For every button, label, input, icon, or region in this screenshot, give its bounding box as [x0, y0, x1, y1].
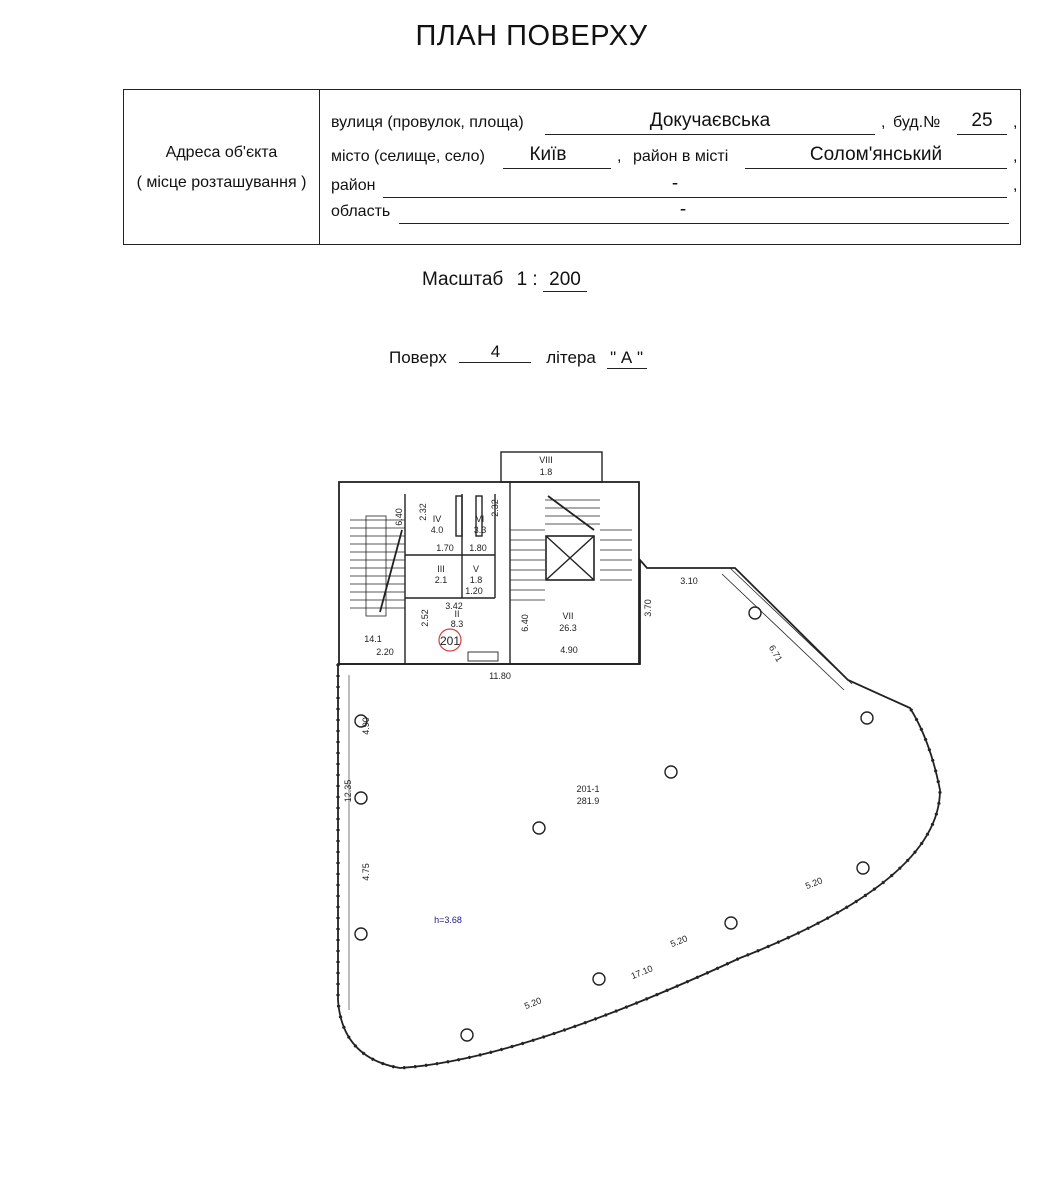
column — [593, 973, 605, 985]
column — [861, 712, 873, 724]
dim-label: 1.70 — [436, 543, 454, 553]
room-vii-area: 26.3 — [559, 623, 577, 633]
dim-label: 2.32 — [418, 503, 428, 521]
district-value: - — [671, 173, 679, 194]
room-viii-area: 1.8 — [539, 467, 553, 477]
dim-label: 6.71 — [766, 643, 785, 664]
hall-num: 201-1 — [576, 784, 600, 794]
hall-area: 281.9 — [576, 796, 600, 806]
street-value: Докучаєвська — [649, 110, 771, 131]
comma: , — [1013, 177, 1018, 194]
scale-value: 200 — [543, 269, 587, 292]
room-v-area: 1.8 — [469, 575, 483, 585]
dim-label: 5.20 — [668, 933, 689, 950]
comma: , — [1013, 148, 1018, 165]
stair-right — [510, 496, 632, 600]
dim-label: 17.10 — [629, 963, 655, 982]
dim-label: 3.42 — [445, 601, 463, 611]
dim-label: 4.90 — [560, 645, 578, 655]
dim-label: 2.32 — [490, 499, 500, 517]
room-v-num: V — [472, 564, 480, 574]
dim-label: 12.35 — [343, 779, 353, 803]
scale-prefix: 1 : — [516, 269, 538, 290]
column — [355, 792, 367, 804]
dim-label: 1.20 — [465, 586, 483, 596]
city-value: Київ — [529, 144, 567, 165]
letter-value: " А " — [607, 348, 647, 369]
dim-label: 1.80 — [469, 543, 487, 553]
unit-number: 201 — [439, 634, 461, 648]
dim-label: 3.70 — [643, 599, 653, 617]
city-label: місто (селище, село) — [331, 148, 485, 165]
object-address-label: Адреса об'єкта — [165, 144, 278, 161]
room-ii-num: II — [454, 609, 460, 619]
room-vi-area: 3.3 — [473, 525, 487, 535]
elevator-shaft — [546, 536, 594, 580]
scale-label: Масштаб — [422, 269, 504, 290]
dim-label: 4.75 — [361, 863, 371, 881]
page-title: ПЛАН ПОВЕРХУ — [415, 20, 648, 52]
column — [533, 822, 545, 834]
dim-label: 6.40 — [394, 508, 404, 526]
region-label: область — [331, 203, 391, 220]
room-i-area: 14.1 — [364, 634, 382, 644]
column — [665, 766, 677, 778]
dim-label: 5.20 — [522, 995, 543, 1012]
room-iv-num: IV — [432, 514, 442, 524]
district-label: район — [331, 177, 376, 194]
dim-label: 5.20 — [803, 875, 824, 892]
dim-label: 11.80 — [489, 671, 511, 681]
dim-label: 3.10 — [680, 576, 698, 586]
city-district-label: район в місті — [633, 148, 729, 165]
comma: , — [617, 148, 622, 165]
room-ii-area: 8.3 — [450, 619, 464, 629]
building-label: буд.№ — [893, 114, 941, 131]
room-vi-num: VI — [475, 514, 485, 524]
building-value: 25 — [971, 110, 993, 131]
dim-label: 2.52 — [420, 609, 430, 627]
room-vii-num: VII — [562, 611, 574, 621]
floor-label: Поверх — [389, 348, 447, 367]
room-iii-area: 2.1 — [434, 575, 448, 585]
column — [461, 1029, 473, 1041]
city-district-value: Солом'янський — [809, 144, 943, 165]
column — [749, 607, 761, 619]
street-label: вулиця (провулок, площа) — [331, 114, 524, 131]
room-iii-num: III — [437, 564, 445, 574]
dim-label: 6.40 — [520, 614, 530, 632]
column — [725, 917, 737, 929]
object-location-label: ( місце розташування ) — [136, 174, 307, 191]
room-iv-area: 4.0 — [430, 525, 444, 535]
column — [857, 862, 869, 874]
room-viii-num: VIII — [539, 455, 553, 465]
ceiling-height: h=3.68 — [434, 915, 462, 925]
letter-label: літера — [546, 348, 596, 367]
region-value: - — [679, 199, 687, 220]
dim-label: 4.90 — [361, 717, 371, 735]
comma: , — [1013, 114, 1018, 131]
floor-value: 4 — [459, 342, 531, 363]
stair-left — [350, 516, 405, 616]
comma: , — [881, 114, 886, 131]
column — [355, 928, 367, 940]
dim-label: 2.20 — [376, 647, 394, 657]
